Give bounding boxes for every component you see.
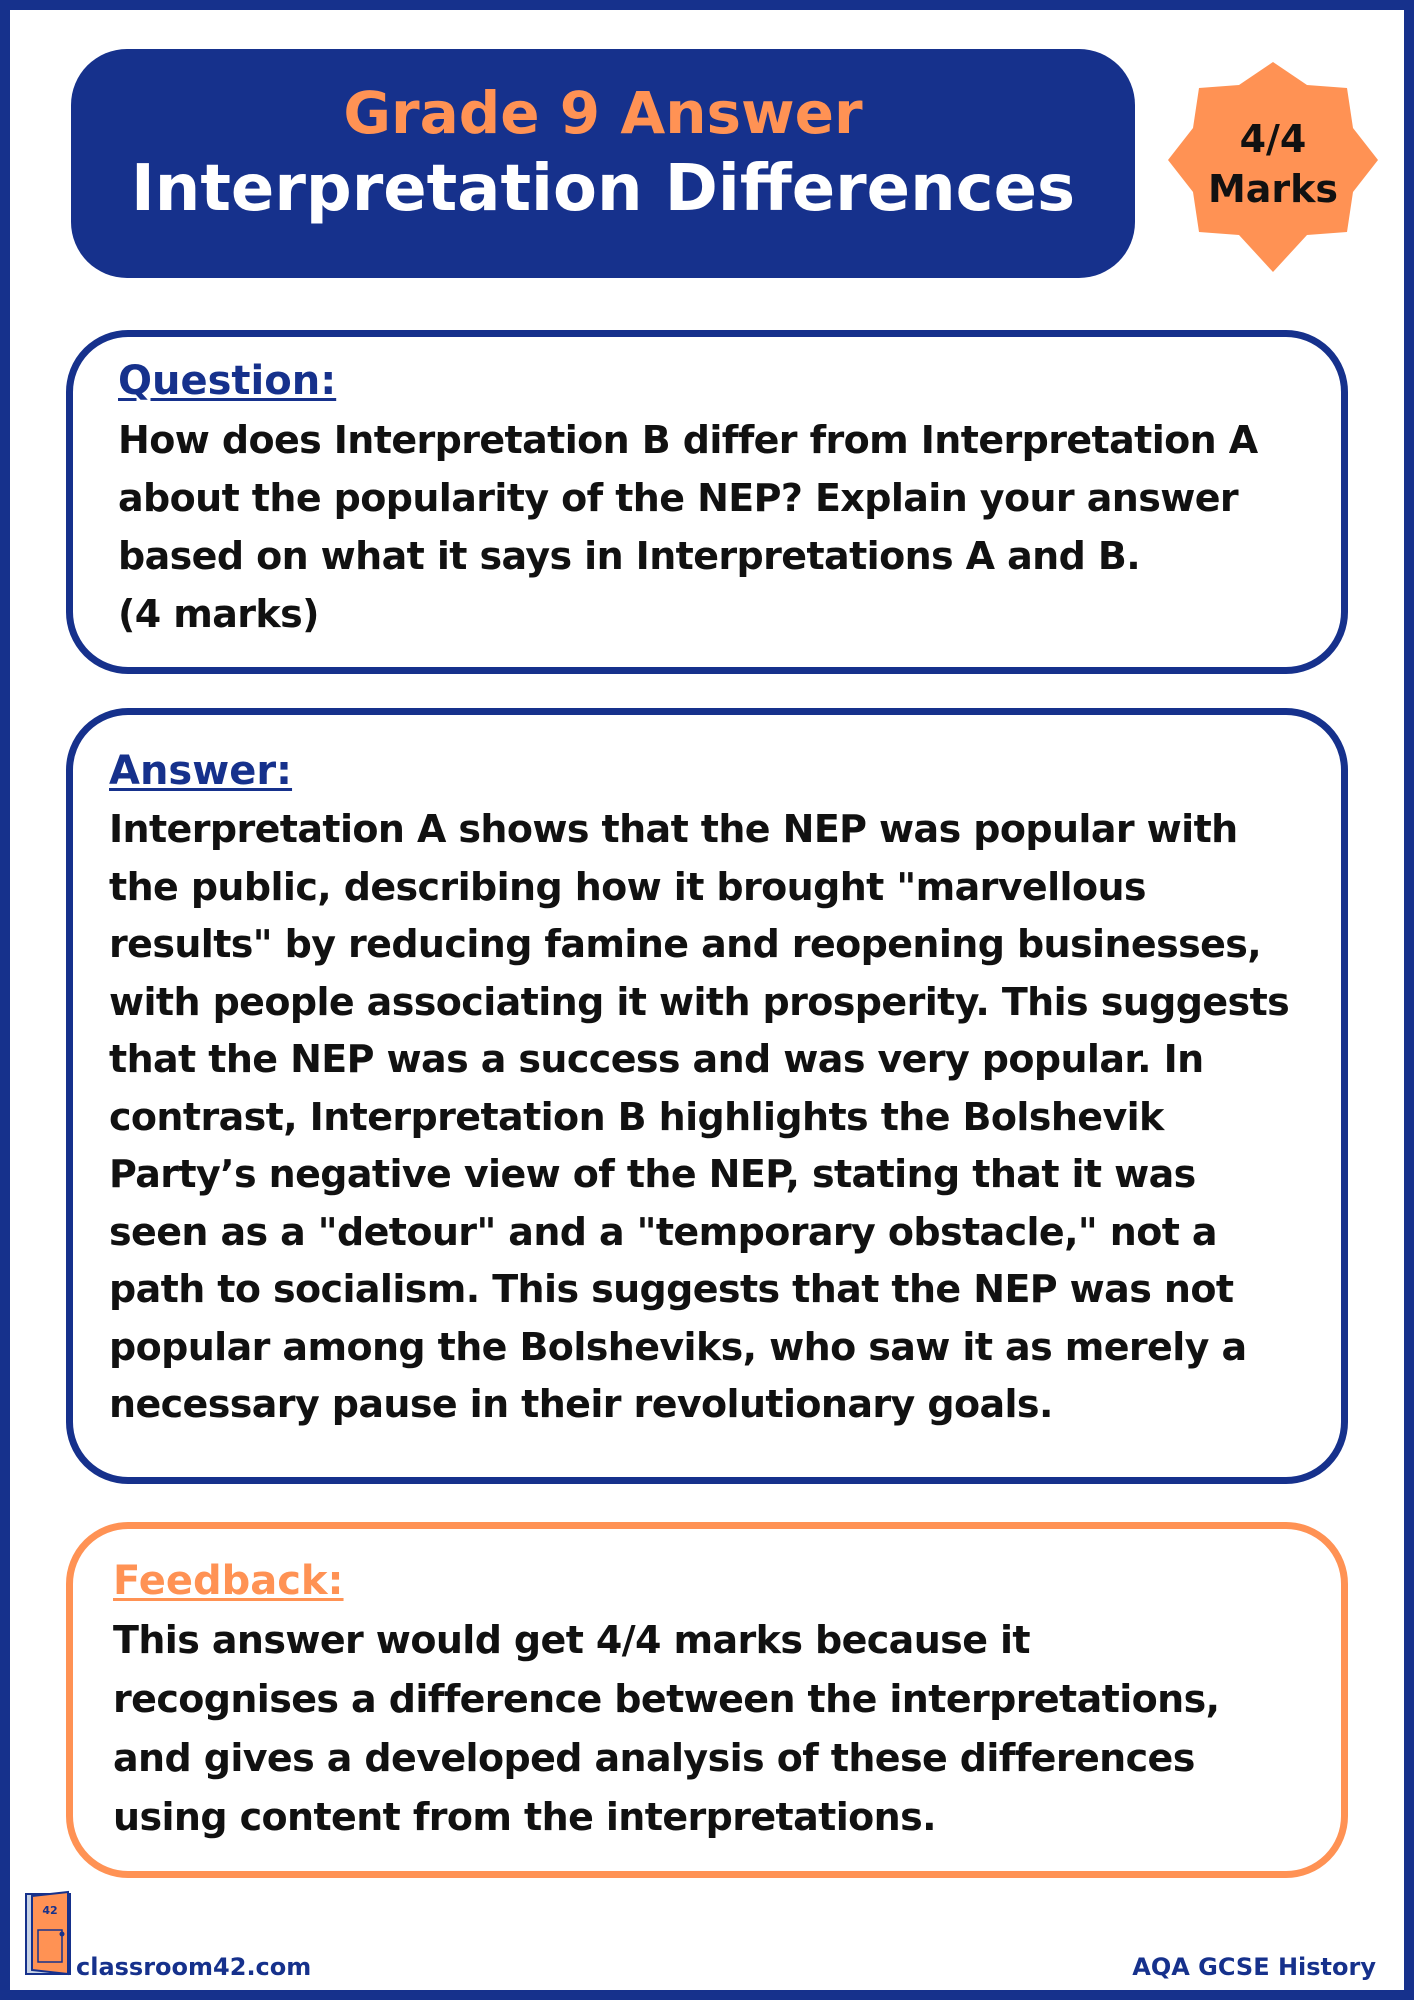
door-logo-icon [24, 1890, 74, 1976]
site-link[interactable]: classroom42.com [76, 1953, 312, 1981]
answer-line: that the NEP was a success and was very popular. In [109, 1037, 1204, 1081]
question-line: (4 marks) [118, 592, 319, 636]
question-line: How does Interpretation B differ from Interpretation A [118, 418, 1258, 462]
question-heading: Question: [118, 358, 337, 404]
feedback-line: using content from the interpretations. [113, 1795, 936, 1839]
answer-box [66, 708, 1348, 1484]
feedback-box [66, 1522, 1348, 1878]
answer-line: results" by reducing famine and reopening businesses, [109, 922, 1262, 966]
title-banner [71, 49, 1135, 278]
marks-label: Marks [1207, 167, 1339, 211]
answer-line: popular among the Bolsheviks, who saw it as merely a [109, 1324, 1247, 1369]
feedback-line: recognises a difference between the interpretations, [113, 1677, 1220, 1721]
grade-title: Grade 9 Answer [343, 79, 863, 147]
marks-badge [1168, 62, 1378, 272]
feedback-line: This answer would get 4/4 marks because it [113, 1618, 1030, 1662]
marks-score: 4/4 [1239, 117, 1307, 161]
answer-line: Interpretation A shows that the NEP was popular with [109, 807, 1238, 851]
feedback-heading: Feedback: [113, 1558, 344, 1604]
feedback-line: and gives a developed analysis of these differences [113, 1736, 1195, 1780]
question-line: based on what it says in Interpretations A and B. [118, 534, 1141, 578]
answer-line: Party’s negative view of the NEP, stating that it was [109, 1152, 1196, 1196]
answer-text [109, 801, 1321, 1434]
answer-line: with people associating it with prosperity. This suggests [109, 979, 1290, 1024]
answer-line: necessary pause in their revolutionary goals. [109, 1382, 1053, 1426]
answer-line: contrast, Interpretation B highlights the Bolshevik [109, 1094, 1164, 1139]
question-line: about the popularity of the NEP? Explain your answer [118, 476, 1239, 520]
course-label: AQA GCSE History [1132, 1953, 1376, 1981]
page-title: Interpretation Differences [130, 152, 1076, 226]
answer-line: the public, describing how it brought "marvellous [109, 864, 1146, 909]
feedback-text [113, 1611, 1311, 1847]
answer-heading: Answer: [109, 748, 293, 794]
question-box [66, 330, 1348, 674]
question-text [118, 411, 1315, 643]
logo-number: 42 [42, 1904, 58, 1917]
answer-line: path to socialism. This suggests that the NEP was not [109, 1267, 1234, 1311]
answer-line: seen as a "detour" and a "temporary obstacle," not a [109, 1209, 1217, 1254]
